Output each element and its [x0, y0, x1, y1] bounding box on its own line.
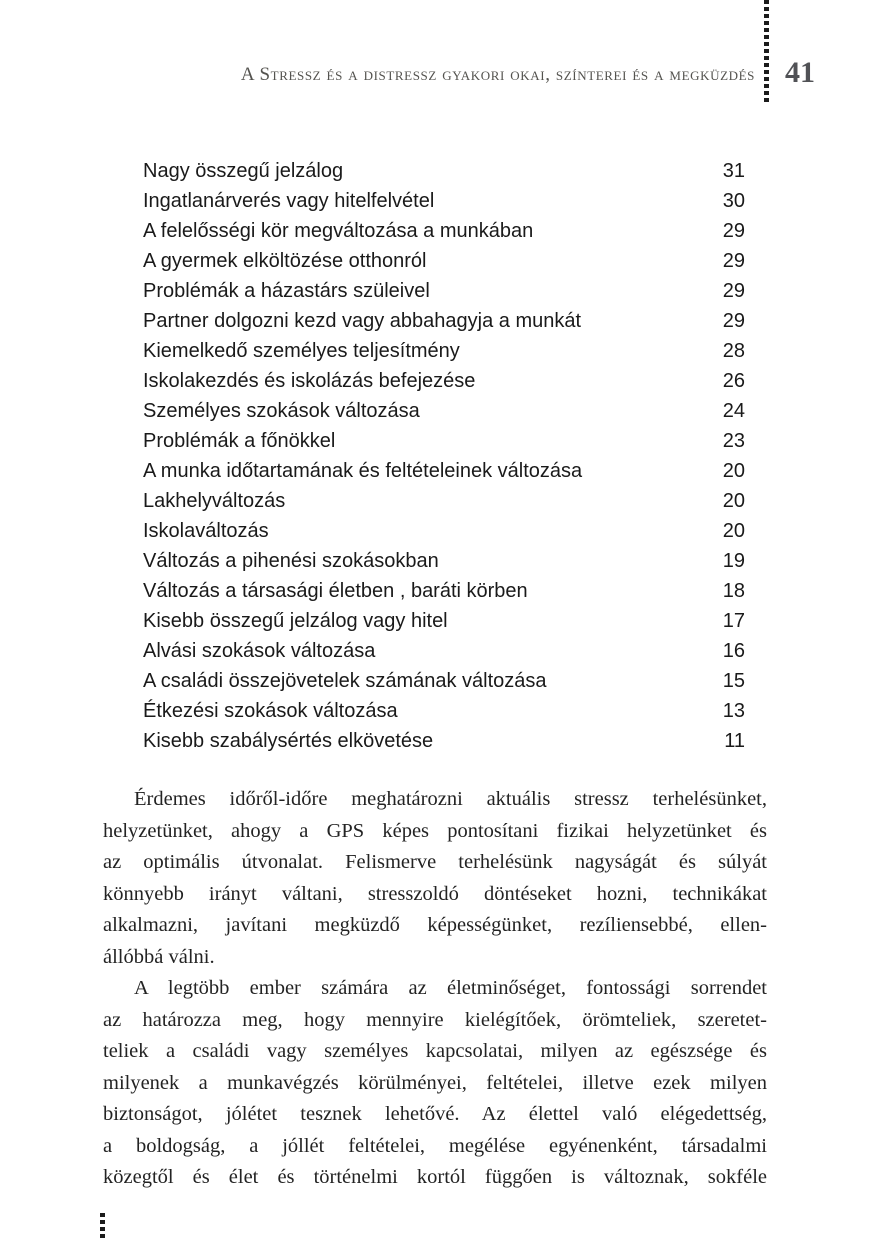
paragraph-line: az határozza meg, hogy mennyire kielégítőek, örömteliek, szeretet- — [103, 1008, 767, 1031]
list-item-label: A felelősségi kör megváltozása a munkában — [143, 220, 534, 242]
list-item-value: 29 — [722, 250, 745, 272]
list-item — [143, 306, 745, 336]
list-item-label: Változás a társasági életben , baráti körben — [143, 580, 528, 602]
paragraph-line: az optimális útvonalat. Felismerve terhelésünk nagyságát és súlyát — [103, 851, 767, 873]
list-item — [143, 396, 745, 426]
list-item-value: 20 — [722, 490, 745, 512]
paragraph-line: könnyebb irányt váltani, stresszoldó döntéseket hozni, technikákat — [103, 882, 767, 905]
list-item-value: 30 — [722, 190, 745, 212]
list-item-value: 19 — [722, 550, 745, 572]
list-item-value: 13 — [722, 700, 745, 722]
list-item-label: Személyes szokások változása — [143, 400, 420, 422]
list-item — [143, 186, 745, 216]
running-header-title: A Stressz és a distressz gyakori okai, színterei és a megküzdés — [240, 64, 755, 85]
list-item — [143, 246, 745, 276]
list-item — [143, 666, 745, 696]
paragraph-line: Érdemes időről-időre meghatározni aktuális stressz terhelésünket, — [134, 788, 767, 810]
list-item-label: Problémák a főnökkel — [143, 430, 336, 452]
list-item-label: Kiemelkedő személyes teljesítmény — [143, 340, 460, 362]
list-item-label: Partner dolgozni kezd vagy abbahagyja a munkát — [143, 310, 582, 332]
paragraph-line: teliek a családi vagy személyes kapcsolatai, milyen az egészsége és — [103, 1040, 767, 1062]
list-item-value: 11 — [724, 730, 745, 752]
paragraph-line: alkalmazni, javítani megküzdő képességünket, rezíliensebbé, ellen- — [103, 914, 767, 936]
list-item — [143, 336, 745, 366]
list-item-value: 17 — [722, 610, 745, 632]
list-item — [143, 366, 745, 396]
list-item — [143, 696, 745, 726]
list-item-value: 16 — [722, 640, 745, 662]
list-item-value: 18 — [722, 580, 745, 602]
list-item-value: 24 — [722, 400, 745, 422]
list-item — [143, 636, 745, 666]
dotted-divider-top-right — [764, 0, 769, 102]
list-item-value: 23 — [722, 430, 745, 452]
list-item-label: Problémák a házastárs szüleivel — [143, 280, 430, 302]
list-item — [143, 576, 745, 606]
list-item-value: 29 — [722, 280, 745, 302]
list-item-value: 29 — [722, 310, 745, 332]
paragraph-line: állóbbá válni. — [103, 945, 215, 968]
list-item — [143, 156, 745, 186]
list-item-label: Iskolakezdés és iskolázás befejezése — [143, 370, 476, 392]
list-item-value: 26 — [722, 370, 745, 392]
list-item-label: A családi összejövetelek számának változása — [143, 670, 547, 692]
list-item-label: A munka időtartamának és feltételeinek változása — [143, 460, 583, 482]
list-item-label: Lakhelyváltozás — [143, 490, 286, 512]
list-item-label: Nagy összegű jelzálog — [143, 160, 344, 182]
list-item — [143, 546, 745, 576]
list-item-label: Iskolaváltozás — [143, 520, 269, 542]
list-item-label: Étkezési szokások változása — [143, 700, 398, 722]
list-item — [143, 426, 745, 456]
list-item-value: 20 — [722, 460, 745, 482]
paragraph-line: a boldogság, a jóllét feltételei, megélése egyénenként, társadalmi — [103, 1134, 767, 1157]
stress-list — [143, 156, 745, 756]
list-item — [143, 516, 745, 546]
list-item — [143, 726, 745, 756]
page-number: 41 — [785, 56, 815, 89]
list-item — [143, 216, 745, 246]
list-item-label: Kisebb összegű jelzálog vagy hitel — [143, 610, 448, 632]
paragraph-line: A legtöbb ember számára az életminőséget, fontossági sorrendet — [134, 977, 767, 999]
body-paragraphs — [103, 784, 767, 1194]
paragraph-line: helyzetünket, ahogy a GPS képes pontosítani fizikai helyzetünket és — [103, 819, 767, 842]
list-item-value: 20 — [722, 520, 745, 542]
list-item-value: 29 — [722, 220, 745, 242]
list-item-label: Kisebb szabálysértés elkövetése — [143, 730, 434, 752]
list-item-value: 15 — [722, 670, 745, 692]
list-item-label: Alvási szokások változása — [143, 640, 376, 662]
list-item-value: 28 — [722, 340, 745, 362]
paragraph-line: milyenek a munkavégzés körülményei, feltételei, illetve ezek milyen — [103, 1071, 767, 1094]
list-item-label: Ingatlanárverés vagy hitelfelvétel — [143, 190, 435, 212]
list-item-label: Változás a pihenési szokásokban — [143, 550, 439, 572]
list-item — [143, 456, 745, 486]
list-item — [143, 276, 745, 306]
paragraph-line: biztonságot, jólétet tesznek lehetővé. Az élettel való elégedettség, — [103, 1103, 767, 1125]
paragraph-line: közegtől és élet és történelmi kortól függően is változnak, sokféle — [103, 1166, 767, 1188]
list-item — [143, 486, 745, 516]
dotted-divider-bottom-left — [100, 1213, 105, 1240]
list-item — [143, 606, 745, 636]
list-item-value: 31 — [722, 160, 745, 182]
list-item-label: A gyermek elköltözése otthonról — [143, 250, 427, 272]
